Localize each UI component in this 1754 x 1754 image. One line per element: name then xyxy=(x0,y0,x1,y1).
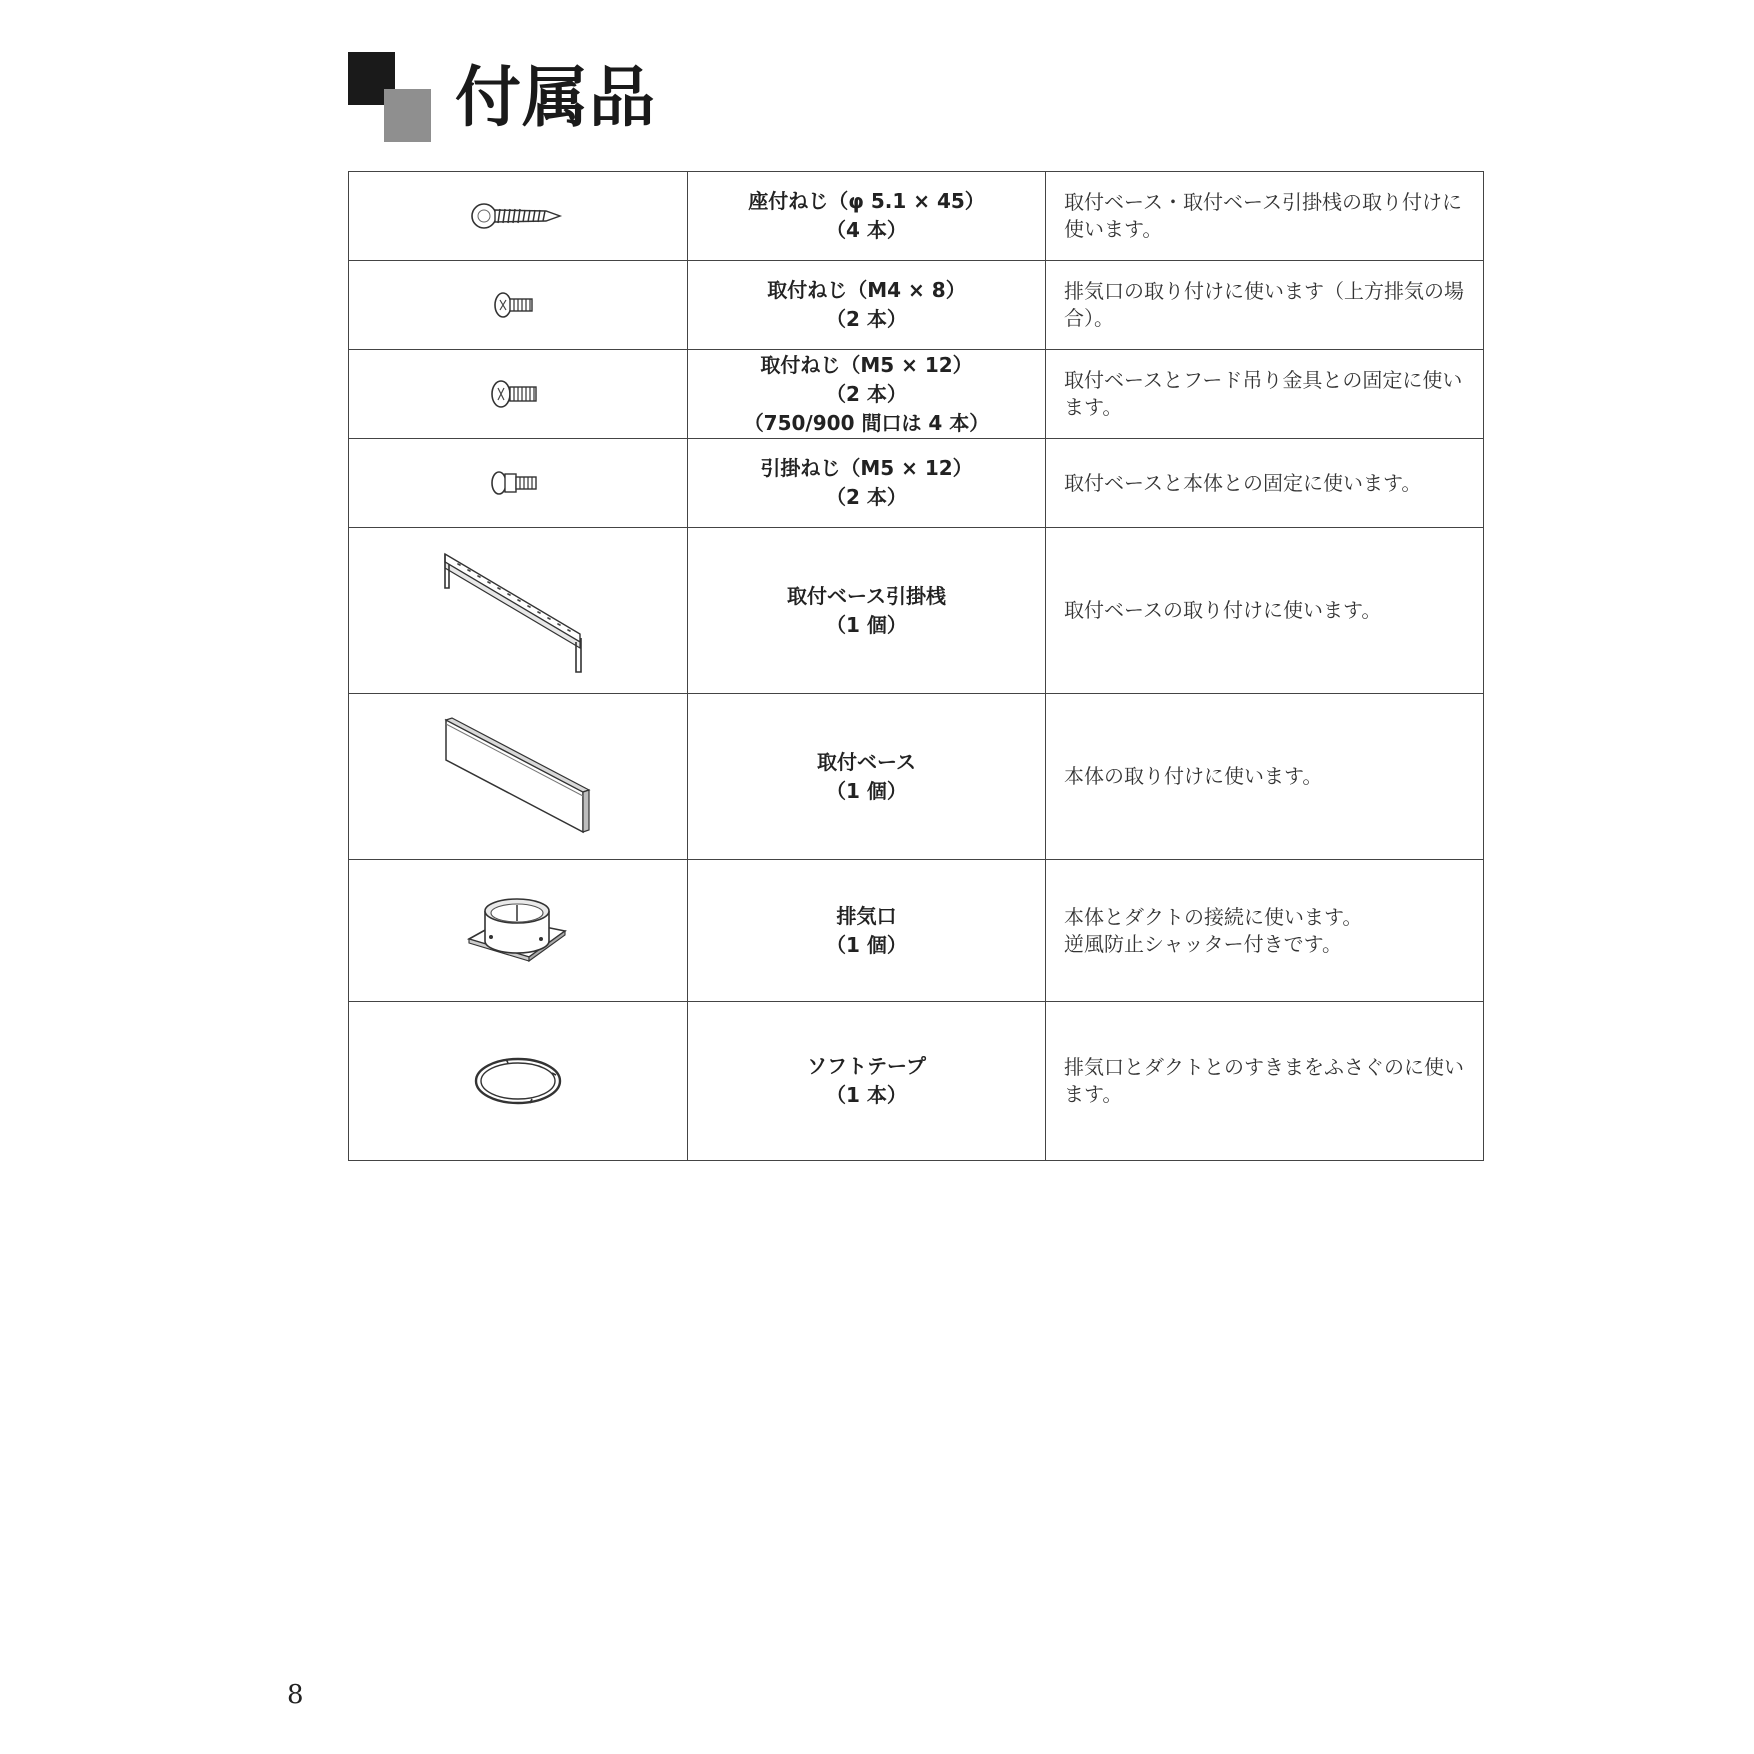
machine-screw-m4-icon xyxy=(488,288,548,322)
item-description: 排気口の取り付けに使います（上方排気の場合）。 xyxy=(1046,261,1484,350)
table-row xyxy=(349,439,1484,528)
page-number: 8 xyxy=(287,1680,304,1710)
mounting-base-icon xyxy=(433,712,603,842)
item-illustration-cell xyxy=(349,172,688,261)
soft-tape-ring-icon xyxy=(468,1051,568,1111)
item-description: 取付ベースとフード吊り金具との固定に使います。 xyxy=(1046,350,1484,439)
item-name-cell xyxy=(688,439,1046,528)
item-quantity: （2 本） xyxy=(826,381,907,406)
hook-screw-icon xyxy=(486,467,550,499)
item-quantity: （1 本） xyxy=(826,1083,907,1107)
item-name-cell xyxy=(688,528,1046,694)
table-row xyxy=(349,860,1484,1002)
item-description-note: 逆風防止シャッター付きです。 xyxy=(1064,931,1342,956)
hook-rail-icon xyxy=(428,546,608,676)
table-row xyxy=(349,528,1484,694)
item-name: 排気口 xyxy=(836,903,897,928)
item-illustration-cell xyxy=(349,528,688,694)
item-quantity: （1 個） xyxy=(826,778,907,803)
item-name: 取付ねじ（M4 × 8） xyxy=(767,278,966,302)
item-name: 座付ねじ（φ 5.1 × 45） xyxy=(748,189,985,213)
item-illustration-cell xyxy=(349,694,688,860)
item-name: ソフトテープ xyxy=(807,1054,926,1078)
table-row xyxy=(349,694,1484,860)
item-name-cell xyxy=(688,1002,1046,1161)
item-quantity: （2 本） xyxy=(826,307,907,331)
item-name: 引掛ねじ（M5 × 12） xyxy=(760,456,973,480)
item-name: 取付ベース xyxy=(817,749,916,774)
item-quantity: （2 本） xyxy=(826,485,907,509)
page-title: 付属品 xyxy=(455,59,656,136)
item-name: 取付ねじ（M5 × 12） xyxy=(760,352,973,377)
tapping-screw-icon xyxy=(468,196,568,236)
item-illustration-cell xyxy=(349,350,688,439)
item-name-cell xyxy=(688,261,1046,350)
item-name: 取付ベース引掛桟 xyxy=(787,583,946,608)
item-illustration-cell xyxy=(349,261,688,350)
table-row xyxy=(349,350,1484,439)
table-row xyxy=(349,261,1484,350)
item-description: 取付ベースと本体との固定に使います。 xyxy=(1046,439,1484,528)
item-illustration-cell xyxy=(349,860,688,1002)
item-description: 本体とダクトの接続に使います。 xyxy=(1064,904,1363,929)
item-quantity: （1 個） xyxy=(826,612,907,637)
table-row xyxy=(349,1002,1484,1161)
item-description: 取付ベースの取り付けに使います。 xyxy=(1046,528,1484,694)
item-description: 本体の取り付けに使います。 xyxy=(1046,694,1484,860)
item-name-cell xyxy=(688,172,1046,261)
exhaust-port-icon xyxy=(463,889,573,973)
item-description: 取付ベース・取付ベース引掛桟の取り付けに使います。 xyxy=(1046,172,1484,261)
machine-screw-m5-icon xyxy=(486,376,550,412)
item-illustration-cell xyxy=(349,439,688,528)
table-row xyxy=(349,172,1484,261)
item-name-cell xyxy=(688,694,1046,860)
item-illustration-cell xyxy=(349,1002,688,1161)
accessories-table xyxy=(348,171,1484,1161)
item-description: 排気口とダクトとのすきまをふさぐのに使います。 xyxy=(1046,1002,1484,1161)
item-quantity: （1 個） xyxy=(826,932,907,957)
header-square-gray xyxy=(384,89,431,142)
item-name-cell xyxy=(688,350,1046,439)
item-name-cell xyxy=(688,860,1046,1002)
item-quantity: （4 本） xyxy=(826,218,907,242)
item-note: （750/900 間口は 4 本） xyxy=(743,410,990,435)
item-description-cell xyxy=(1046,860,1484,1002)
